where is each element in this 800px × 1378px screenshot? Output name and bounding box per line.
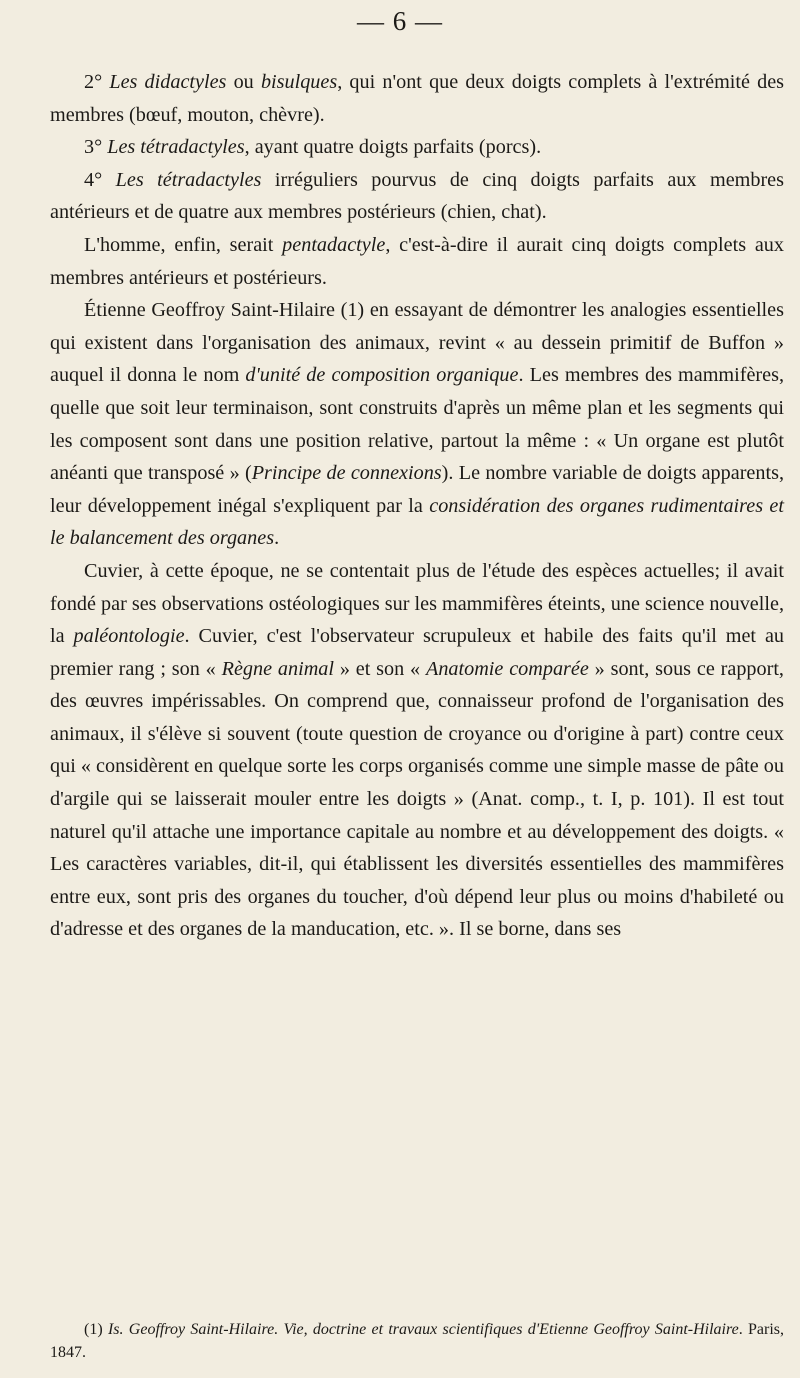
footnote-text xyxy=(50,1318,784,1364)
term-italic: pentadactyle xyxy=(282,233,386,256)
text-run: . xyxy=(274,527,280,550)
text-run: ou xyxy=(226,71,261,93)
text-run: irréguliers pourvus de cinq doigts parfaits aux membres antérieurs et de quatre aux membres postérieurs (chien, chat). xyxy=(50,168,784,224)
text-run: . Paris, 1847. xyxy=(50,1321,785,1361)
term-italic: considération des organes rudimentaires et le balancement des organes xyxy=(50,494,784,550)
paragraph-tetradactyles-irreguliers xyxy=(50,164,784,229)
paragraph-geoffroy xyxy=(50,294,784,555)
text-run: Étienne Geoffroy Saint-Hilaire (1) en essayant de démontrer les analogies essentielles qui existent dans l'organisation des animaux, revint « au dessein primitif de Buffon » auquel il donna le nom xyxy=(50,299,784,387)
paragraph-didactyles xyxy=(50,66,784,131)
term-italic: bisulques xyxy=(260,71,338,93)
title-italic: Anatomie comparée xyxy=(426,657,589,680)
text-run: L'homme, enfin, serait xyxy=(84,233,283,256)
footnote-number: (1) xyxy=(84,1321,108,1338)
text-run: . Cuvier, c'est l'observateur scrupuleux et habile des faits qu'il met au premier rang ; son « xyxy=(50,625,784,680)
text-run: Cuvier, à cette époque, ne se contentait plus de l'étude des espèces actuelles; il avait fondé par ses observations ostéologiques sur les mammifères éteints, une science nouvelle, la xyxy=(50,559,784,648)
term-italic: paléontologie xyxy=(73,625,185,648)
item-number: 4° xyxy=(84,168,116,191)
text-run: ). Le nombre variable de doigts apparents, leur développement inégal s'expliquent par la xyxy=(50,462,784,517)
text-run: » sont, sous ce rapport, des œuvres impérissables. On comprend que, connaisseur profond de l'organisation des animaux, il s'élève si souvent (toute question de croyance ou d'origine à part) contre ceux qui « considèrent en quelque sorte les corps organisés comme une simple masse de pâte ou d'argile qui se laisserait mouler entre les doigts » (Anat. comp., t. I, p. 101). Il est tout naturel qu'il attache une importance capitale au nombre et au développement des doigts. « Les caractères variables, dit-il, qui établissent les diversités essentielles des mammifères entre eux, sont pris des organes du toucher, d'où dépend leur plus ou moins d'habileté ou d'adresse et des organes de la manducation, etc. ». Il se borne, dans ses xyxy=(50,657,784,941)
text-run: . Les membres des mammifères, quelle que soit leur terminaison, sont construits d'après un même plan et les segments qui les composent sont dans une position relative, partout la même : « Un organe est plutôt anéanti que transposé » ( xyxy=(50,364,784,485)
text-run: , c'est-à-dire il aurait cinq doigts complets aux membres antérieurs et postérieurs. xyxy=(50,233,784,289)
paragraph-tetradactyles xyxy=(50,131,784,164)
term-italic: Les tétradactyles xyxy=(115,168,262,191)
citation-italic: Is. Geoffroy Saint-Hilaire. Vie, doctrine et travaux scientifiques d'Etienne Geoffroy Saint-Hilaire xyxy=(107,1321,739,1338)
title-italic: Règne animal xyxy=(221,657,334,680)
body-text xyxy=(50,66,784,946)
term-italic: Les tétradactyles xyxy=(107,136,245,159)
item-number: 2° xyxy=(84,71,110,93)
term-italic: d'unité de composition organique xyxy=(245,364,519,387)
text-run: » et son « xyxy=(333,657,426,680)
text-run: , qui n'ont que deux doigts complets à l'extrémité des membres (bœuf, mouton, chèvre). xyxy=(50,71,785,126)
paragraph-homme xyxy=(50,229,784,294)
term-italic: Principe de connexions xyxy=(251,462,442,485)
paragraph-cuvier xyxy=(50,555,784,946)
footnote xyxy=(50,1318,784,1364)
item-number: 3° xyxy=(84,136,108,159)
term-italic: Les didactyles xyxy=(109,71,227,93)
text-run: , ayant quatre doigts parfaits (porcs). xyxy=(244,136,542,159)
page-number: — 6 — xyxy=(357,6,443,36)
